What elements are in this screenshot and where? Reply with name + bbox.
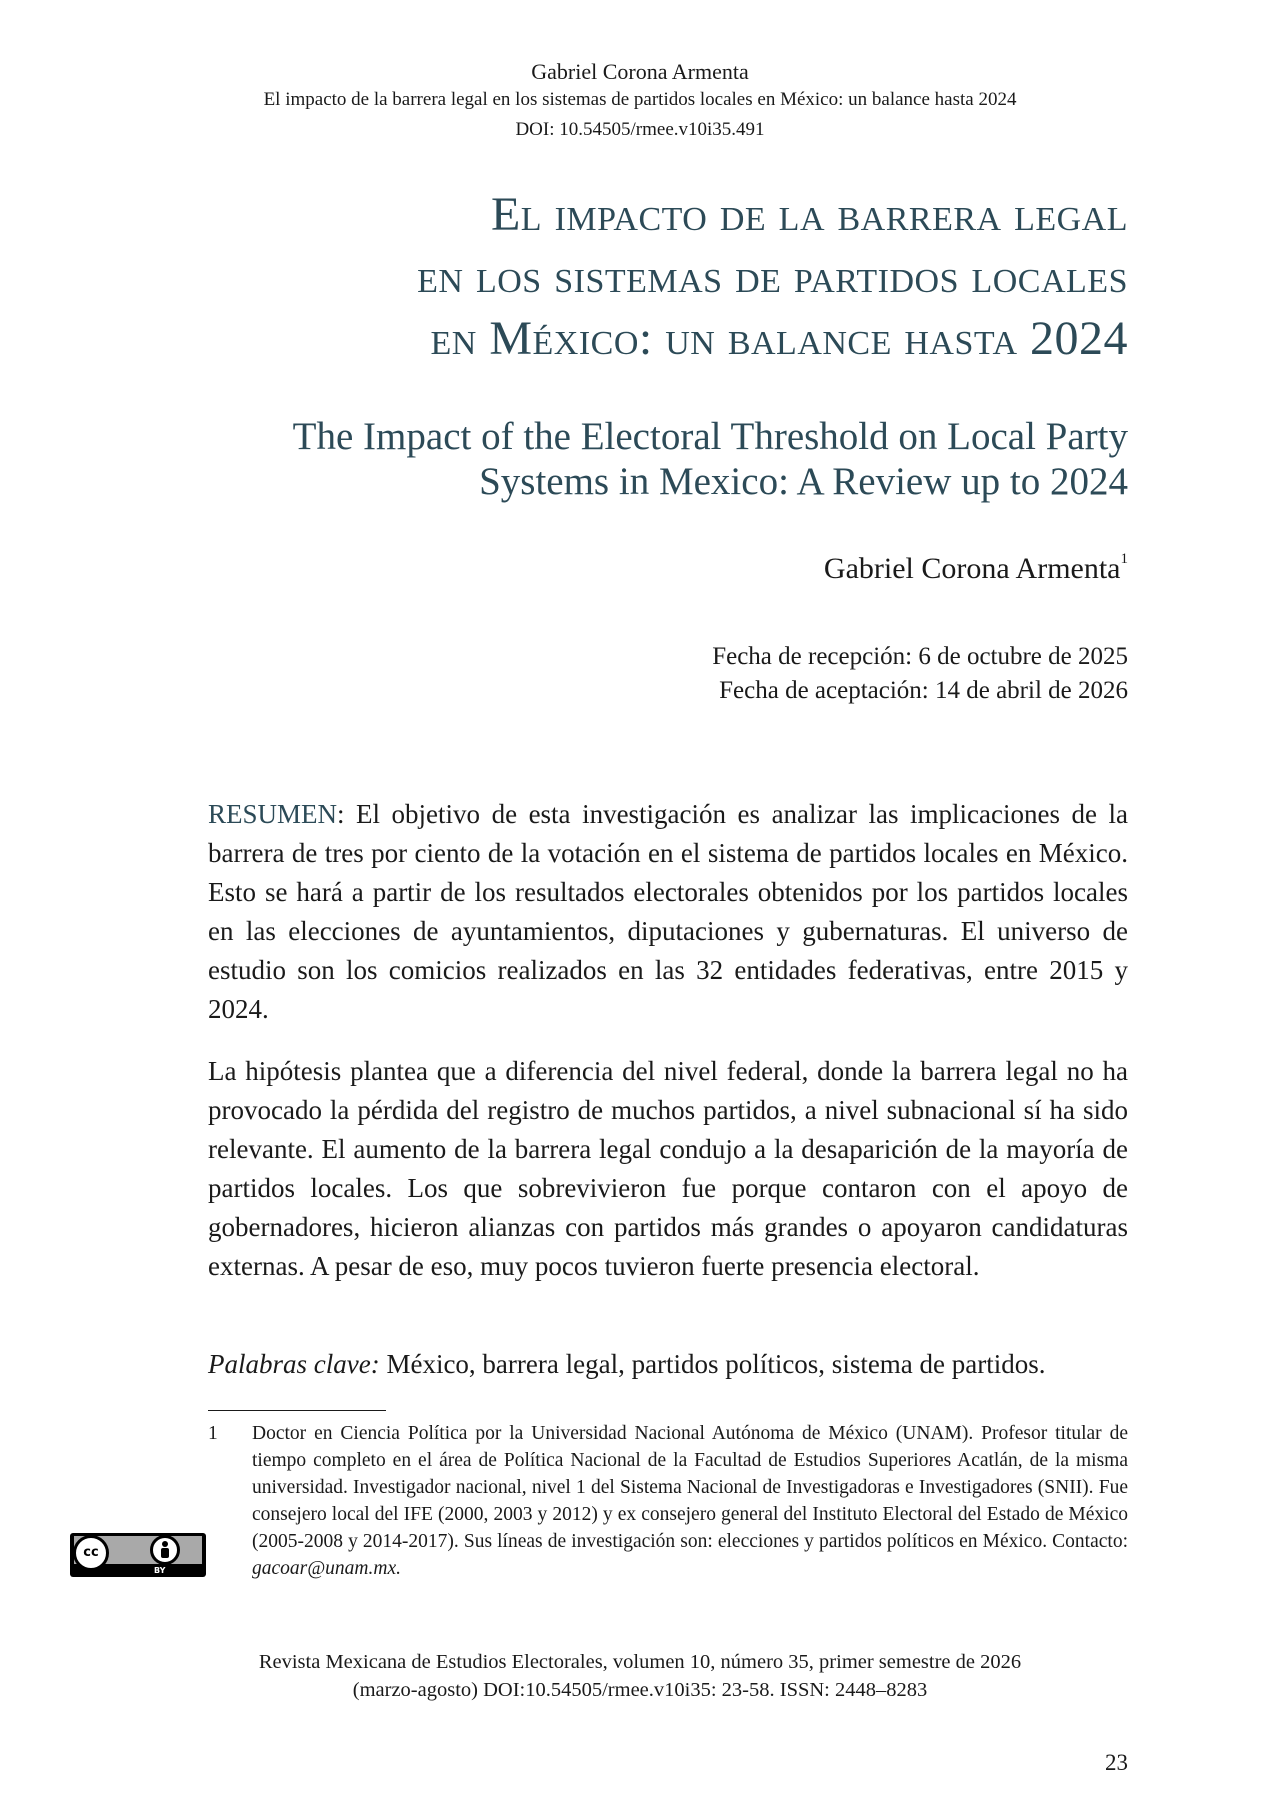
running-header-author: Gabriel Corona Armenta bbox=[531, 59, 749, 84]
cc-by-license-badge[interactable] bbox=[70, 1533, 206, 1577]
abstract-text: : El objetivo de esta investigación es analizar las implicaciones de la barrera de tres por ciento de la votación en el sistema de partidos locales en México. Esto se hará a partir de los resultados electorales obtenidos por los partidos locales en las elecciones de ayuntamientos, diputaciones y gubernaturas. El universo de estudio son los comicios realizados en las 32 entidades federativas, entre 2015 y 2024. bbox=[208, 799, 1128, 1024]
author-name: Gabriel Corona Armenta bbox=[823, 552, 1121, 585]
date-accepted: Fecha de aceptación: 14 de abril de 2026 bbox=[719, 677, 1128, 704]
author-byline bbox=[824, 552, 1128, 586]
footnote bbox=[208, 1420, 1128, 1582]
page-number: 23 bbox=[1105, 1750, 1128, 1775]
submission-dates bbox=[712, 640, 1128, 708]
journal-footer bbox=[0, 1648, 1280, 1704]
by-label: BY bbox=[154, 1566, 166, 1575]
running-header-doi: DOI: 10.54505/rmee.v10i35.491 bbox=[515, 119, 765, 140]
attribution-icon bbox=[150, 1535, 180, 1565]
footnote-contact-email[interactable]: gacoar@unam.mx. bbox=[252, 1558, 402, 1579]
title-line-3: en México: un balance hasta 2024 bbox=[430, 312, 1128, 365]
footer-line-1: Revista Mexicana de Estudios Electorales, volumen 10, número 35, primer semestre de 2026 bbox=[258, 1651, 1022, 1673]
footnote-text bbox=[252, 1420, 1128, 1582]
running-header-title: El impacto de la barrera legal en los sistemas de partidos locales en México: un balance hasta 2024 bbox=[263, 89, 1017, 110]
article-title-spanish bbox=[417, 184, 1128, 370]
footer-line-2: (marzo-agosto) DOI:10.54505/rmee.v10i35: 23-58. ISSN: 2448–8283 bbox=[352, 1679, 928, 1701]
abstract-paragraph bbox=[208, 795, 1128, 1029]
footnote-separator bbox=[208, 1410, 386, 1411]
author-footnote-marker: 1 bbox=[1120, 551, 1128, 567]
title-line-2: en los sistemas de partidos locales bbox=[417, 250, 1128, 303]
footnote-body: Doctor en Ciencia Política por la Universidad Nacional Autónoma de México (UNAM). Profesor titular de tiempo completo en el área de Política Nacional de la Facultad de Estudios Superiores Acatlán, de la misma universidad. Investigador nacional, nivel 1 del Sistema Nacional de Investigadoras e Investigadores (SNII). Fue consejero local del IFE (2000, 2003 y 2012) y ex consejero general del Instituto Electoral del Estado de México (2005-2008 y 2014-2017). Sus líneas de investigación son: elecciones y partidos políticos en México. Contacto: bbox=[252, 1423, 1128, 1552]
attribution-body bbox=[161, 1548, 169, 1558]
date-received: Fecha de recepción: 6 de octubre de 2025 bbox=[712, 643, 1128, 670]
creative-commons-icon: cc bbox=[73, 1535, 109, 1571]
abstract-label: RESUMEN bbox=[208, 799, 338, 829]
keywords-label: Palabras clave: bbox=[208, 1349, 380, 1379]
keywords-text: México, barrera legal, partidos políticos, sistema de partidos. bbox=[379, 1349, 1046, 1379]
hypothesis-paragraph: La hipótesis plantea que a diferencia del nivel federal, donde la barrera legal no ha provocado la pérdida del registro de muchos partidos, a nivel subnacional sí ha sido relevante. El aumento de la barrera legal condujo a la desaparición de la mayoría de partidos locales. Los que sobrevivieron fue porque contaron con el apoyo de gobernadores, hicieron alianzas con partidos más grandes o apoyaron candidaturas externas. A pesar de eso, muy pocos tuvieron fuerte presencia electoral. bbox=[208, 1056, 1128, 1281]
keywords-line bbox=[208, 1345, 1128, 1384]
title-line-1: El impacto de la barrera legal bbox=[490, 188, 1128, 241]
attribution-head bbox=[162, 1541, 168, 1547]
article-title-english: The Impact of the Electoral Threshold on Local Party Systems in Mexico: A Review up to 2024 bbox=[292, 415, 1128, 503]
footnote-number: 1 bbox=[208, 1423, 218, 1444]
